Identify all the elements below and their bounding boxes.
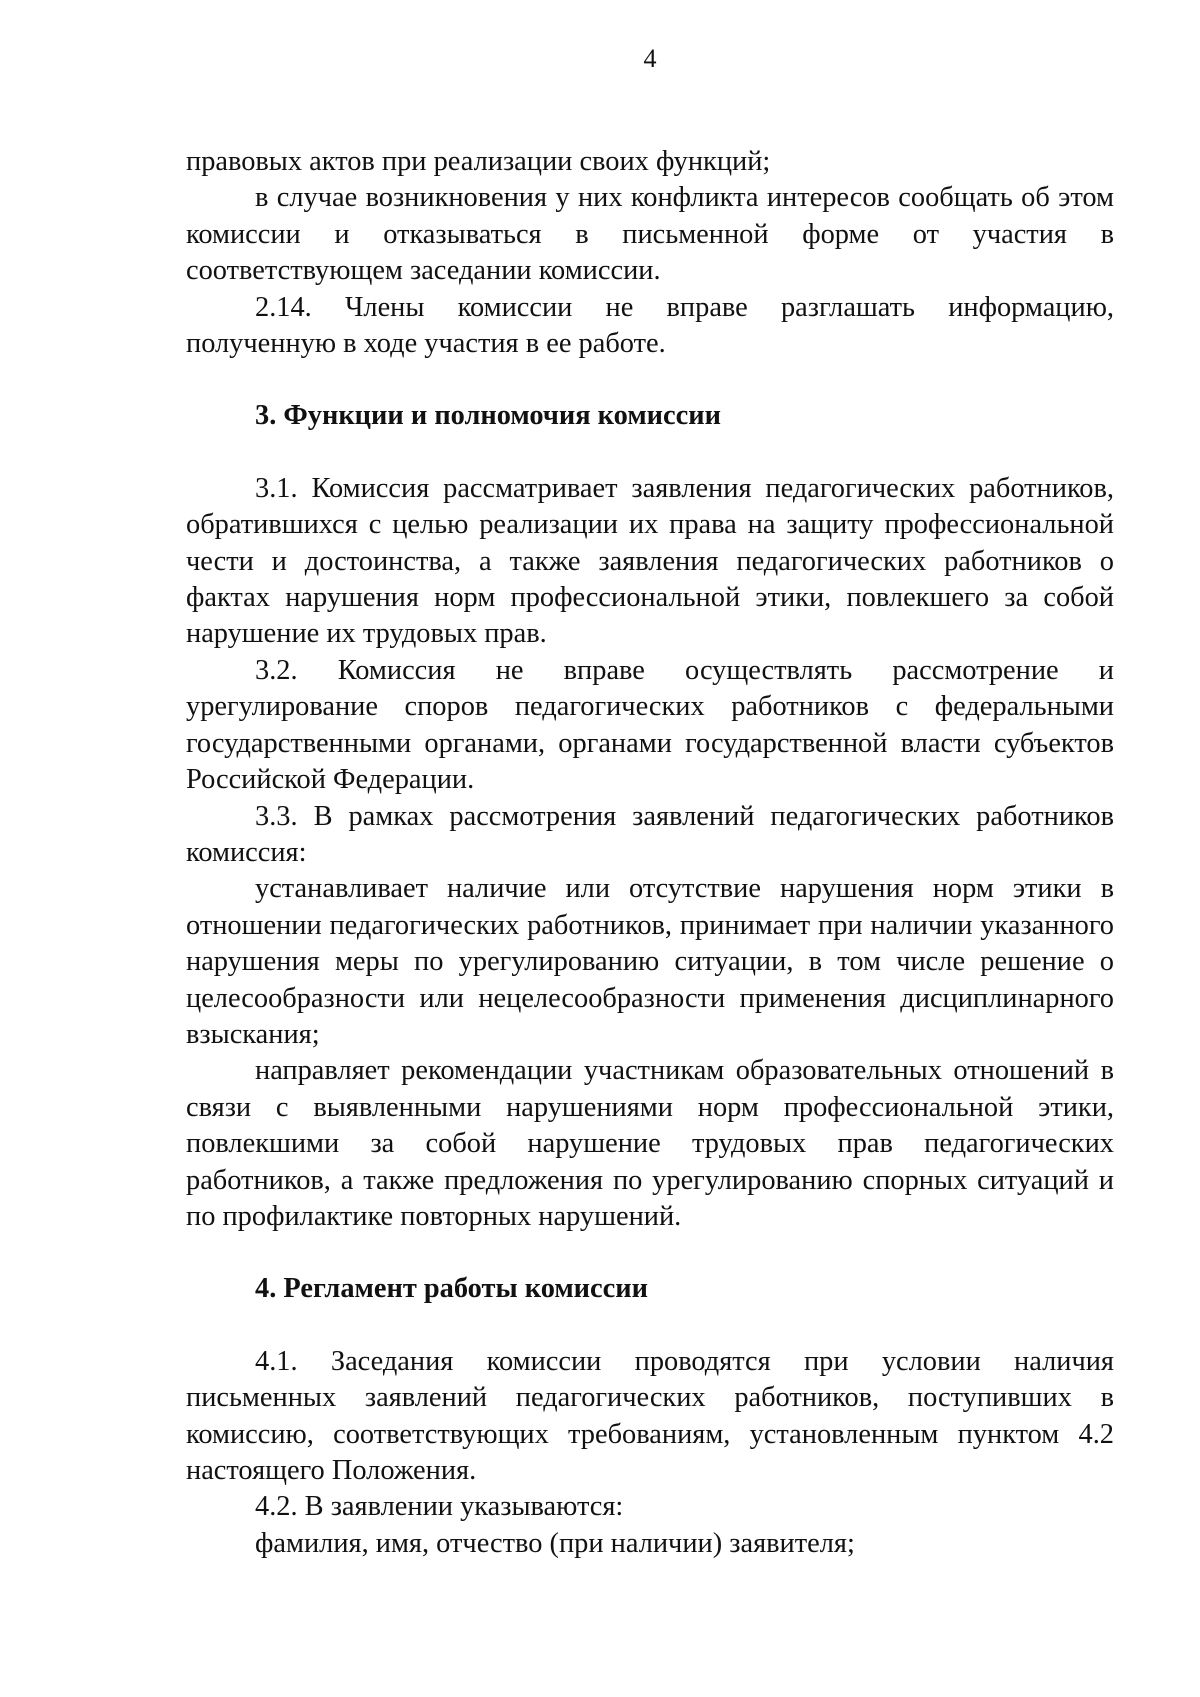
paragraph-4-2: 4.2. В заявлении указываются: <box>255 1491 624 1523</box>
paragraph-conflict-of-interest: в случае возникновения у них конфликта интересов сообщать об этом комиссии и отказываться в письменной форме от участия в соответствующем заседании комиссии. <box>186 182 1114 287</box>
paragraph-4-1: 4.1. Заседания комиссии проводятся при условии наличия письменных заявлений педагогических работников, поступивших в комиссию, соответствующих требованиям, установленным пунктом 4.2 настоящего Положения. <box>186 1345 1114 1486</box>
paragraph-3-3-item-1: устанавливает наличие или отсутствие нарушения норм этики в отношении педагогических работников, принимает при наличии указанного нарушения меры по урегулированию ситуации, в том числе решение о целесообразности или нецелесообразности применения дисциплинарного взыскания; <box>186 873 1114 1050</box>
section-4-heading: 4. Регламент работы комиссии <box>255 1273 648 1305</box>
page-number: 4 <box>643 44 657 73</box>
paragraph-2-14: 2.14. Члены комиссии не вправе разглашать информацию, полученную в ходе участия в ее работе. <box>186 291 1114 360</box>
section-3-heading: 3. Функции и полномочия комиссии <box>255 400 721 432</box>
paragraph-legal-acts: правовых актов при реализации своих функций; <box>186 146 771 177</box>
paragraph-3-3-item-2: направляет рекомендации участникам образовательных отношений в связи с выявленными нарушениями норм профессиональной этики, повлекшими за собой нарушение трудовых прав педагогических работников, а также предложения по урегулированию спорных ситуаций и по профилактике повторных нарушений. <box>186 1055 1114 1232</box>
paragraph-3-2: 3.2. Комиссия не вправе осуществлять рассмотрение и урегулирование споров педагогических работников с федеральными государственными органами, органами государственной власти субъектов Российской Федерации. <box>186 654 1114 796</box>
paragraph-4-2-item-1: фамилия, имя, отчество (при наличии) заявителя; <box>255 1527 855 1559</box>
document-body <box>186 144 1114 1562</box>
paragraph-3-1: 3.1. Комиссия рассматривает заявления педагогических работников, обратившихся с целью реализации их права на защиту профессиональной чести и достоинства, а также заявления педагогических работников о фактах нарушения норм профессиональной этики, повлекшего за собой нарушение их трудовых прав. <box>186 472 1114 650</box>
paragraph-3-3: 3.3. В рамках рассмотрения заявлений педагогических работников комиссия: <box>186 800 1114 868</box>
